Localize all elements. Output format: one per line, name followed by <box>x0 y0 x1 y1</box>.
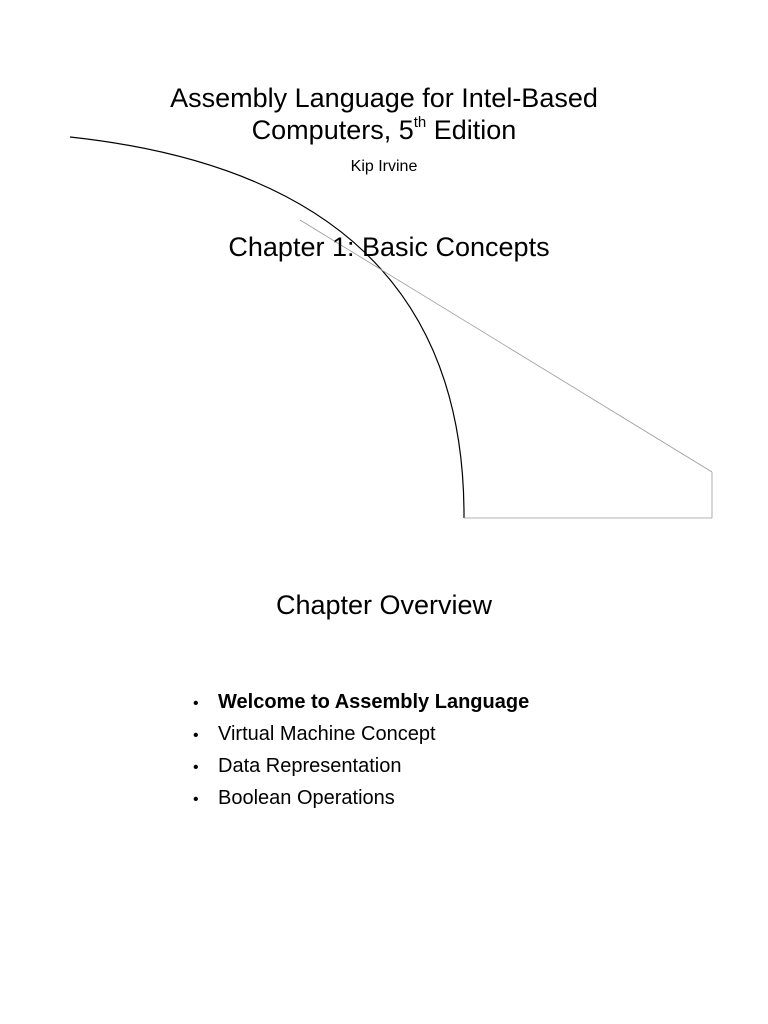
book-title-line-2 <box>0 114 768 147</box>
title-edition-number: Computers, 5 <box>251 115 414 145</box>
bullet-icon: • <box>193 695 199 712</box>
chapter-title: Chapter 1: Basic Concepts <box>228 232 550 262</box>
overview-bullet-list <box>193 686 529 814</box>
title-edition-word: Edition <box>426 115 517 145</box>
author-name: Kip Irvine <box>350 158 418 175</box>
decorative-arc <box>70 137 464 518</box>
list-item <box>193 750 529 782</box>
book-title-line-1: Assembly Language for Intel-Based <box>170 83 598 113</box>
list-item <box>193 718 529 750</box>
bullet-icon: • <box>193 759 199 776</box>
title-edition-superscript: th <box>413 114 427 131</box>
list-item-text: Boolean Operations <box>218 787 395 809</box>
list-item-text: Welcome to Assembly Language <box>218 691 530 713</box>
list-item <box>193 782 529 814</box>
list-item-text: Virtual Machine Concept <box>218 723 436 745</box>
bullet-icon: • <box>193 727 199 744</box>
overview-slide <box>0 540 768 1024</box>
list-item <box>193 686 529 718</box>
bullet-icon: • <box>193 791 199 808</box>
overview-title: Chapter Overview <box>275 590 493 620</box>
list-item-text: Data Representation <box>218 755 402 777</box>
